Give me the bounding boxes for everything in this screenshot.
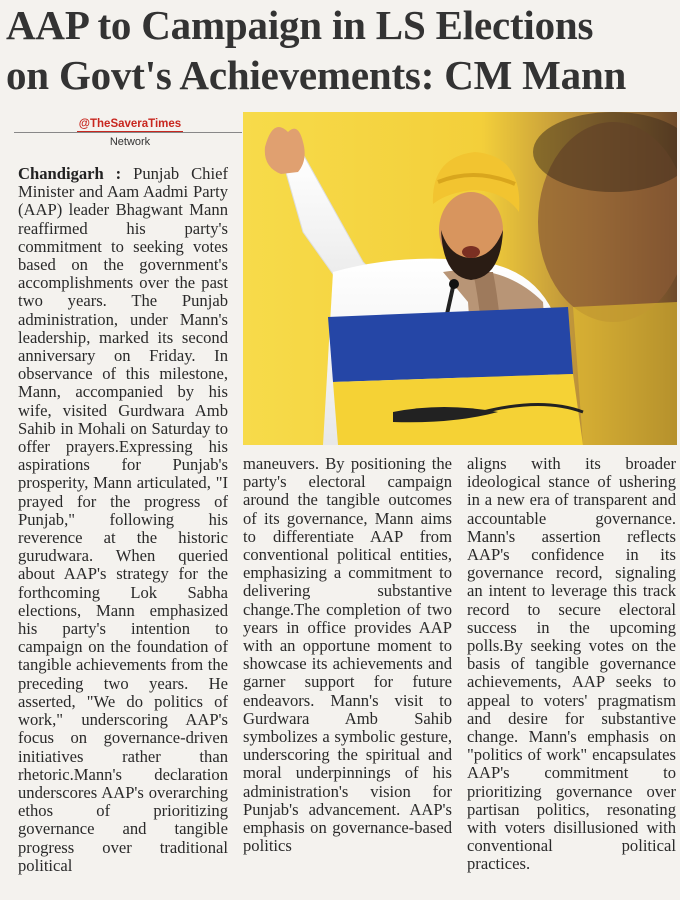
- cm-mann-photo: [243, 112, 677, 445]
- article-column-1-text: Punjab Chief Minister and Aam Aadmi Party (AAP) leader Bhagwant Mann reaffirmed his party's commitment to seeking votes based on the government's accomplishments over the past two years. The Punjab administration, under Mann's leadership, marked its second anniversary on Friday. In observance of this milestone, Mann, accompanied by his wife, visited Gurdwara Amb Sahib in Mohali on Saturday to offer prayers.Expressing his aspirations for Punjab's prosperity, Mann articulated, "I prayed for the progress of Punjab," following his reverence at the historic gurudwara. When queried about AAP's strategy for the forthcoming Lok Sabha elections, Mann emphasized his party's intention to campaign on the foundation of tangible achievements from the preceding two years. He asserted, "We do politics of work," underscoring AAP's focus on governance-driven initiatives rather than rhetoric.Mann's declaration underscores AAP's overarching ethos of prioritizing governance and tangible progress over traditional political: [18, 165, 228, 875]
- article-column-2: maneuvers. By positioning the party's electoral campaign around the tangible outcomes of its governance, Mann aims to differentiate AAP from conventional political entities, emphasizing a commitment to delivering substantive change.The completion of two years in office provides AAP with an opportune moment to showcase its achievements and garner support for future endeavors. Mann's visit to Gurdwara Amb Sahib symbolizes a symbolic gesture, underscoring the spiritual and moral underpinnings of his administration's vision for Punjab's advancement. AAP's emphasis on governance-based politics: [243, 455, 452, 856]
- headline: [6, 0, 678, 100]
- photo-illustration: [243, 112, 677, 445]
- raised-hand: [265, 127, 305, 174]
- article-column-1: [18, 165, 228, 900]
- byline-rule: [14, 132, 242, 133]
- byline-source: Network: [109, 136, 151, 148]
- podium-blue: [328, 307, 573, 382]
- byline: [18, 114, 242, 148]
- headline-line-1: AAP to Campaign in LS Elections: [6, 2, 594, 48]
- headline-line-2: on Govt's Achievements: CM Mann: [6, 52, 627, 98]
- dateline: Chandigarh :: [18, 165, 122, 183]
- article-column-3: aligns with its broader ideological stance of ushering in a new era of transparent and accountable governance. Mann's assertion reflects AAP's confidence in its governance record, signaling an intent to leverage this track record to secure electoral success in the upcoming polls.By seeking votes on the basis of tangible governance achievements, AAP seeks to appeal to voters' pragmatism and desire for substantive change. Mann's emphasis on "politics of work" encapsulates AAP's commitment to prioritizing governance over partisan politics, resonating with voters disillusioned with conventional political practices.: [467, 455, 676, 874]
- twitter-handle[interactable]: @TheSaveraTimes: [77, 118, 183, 133]
